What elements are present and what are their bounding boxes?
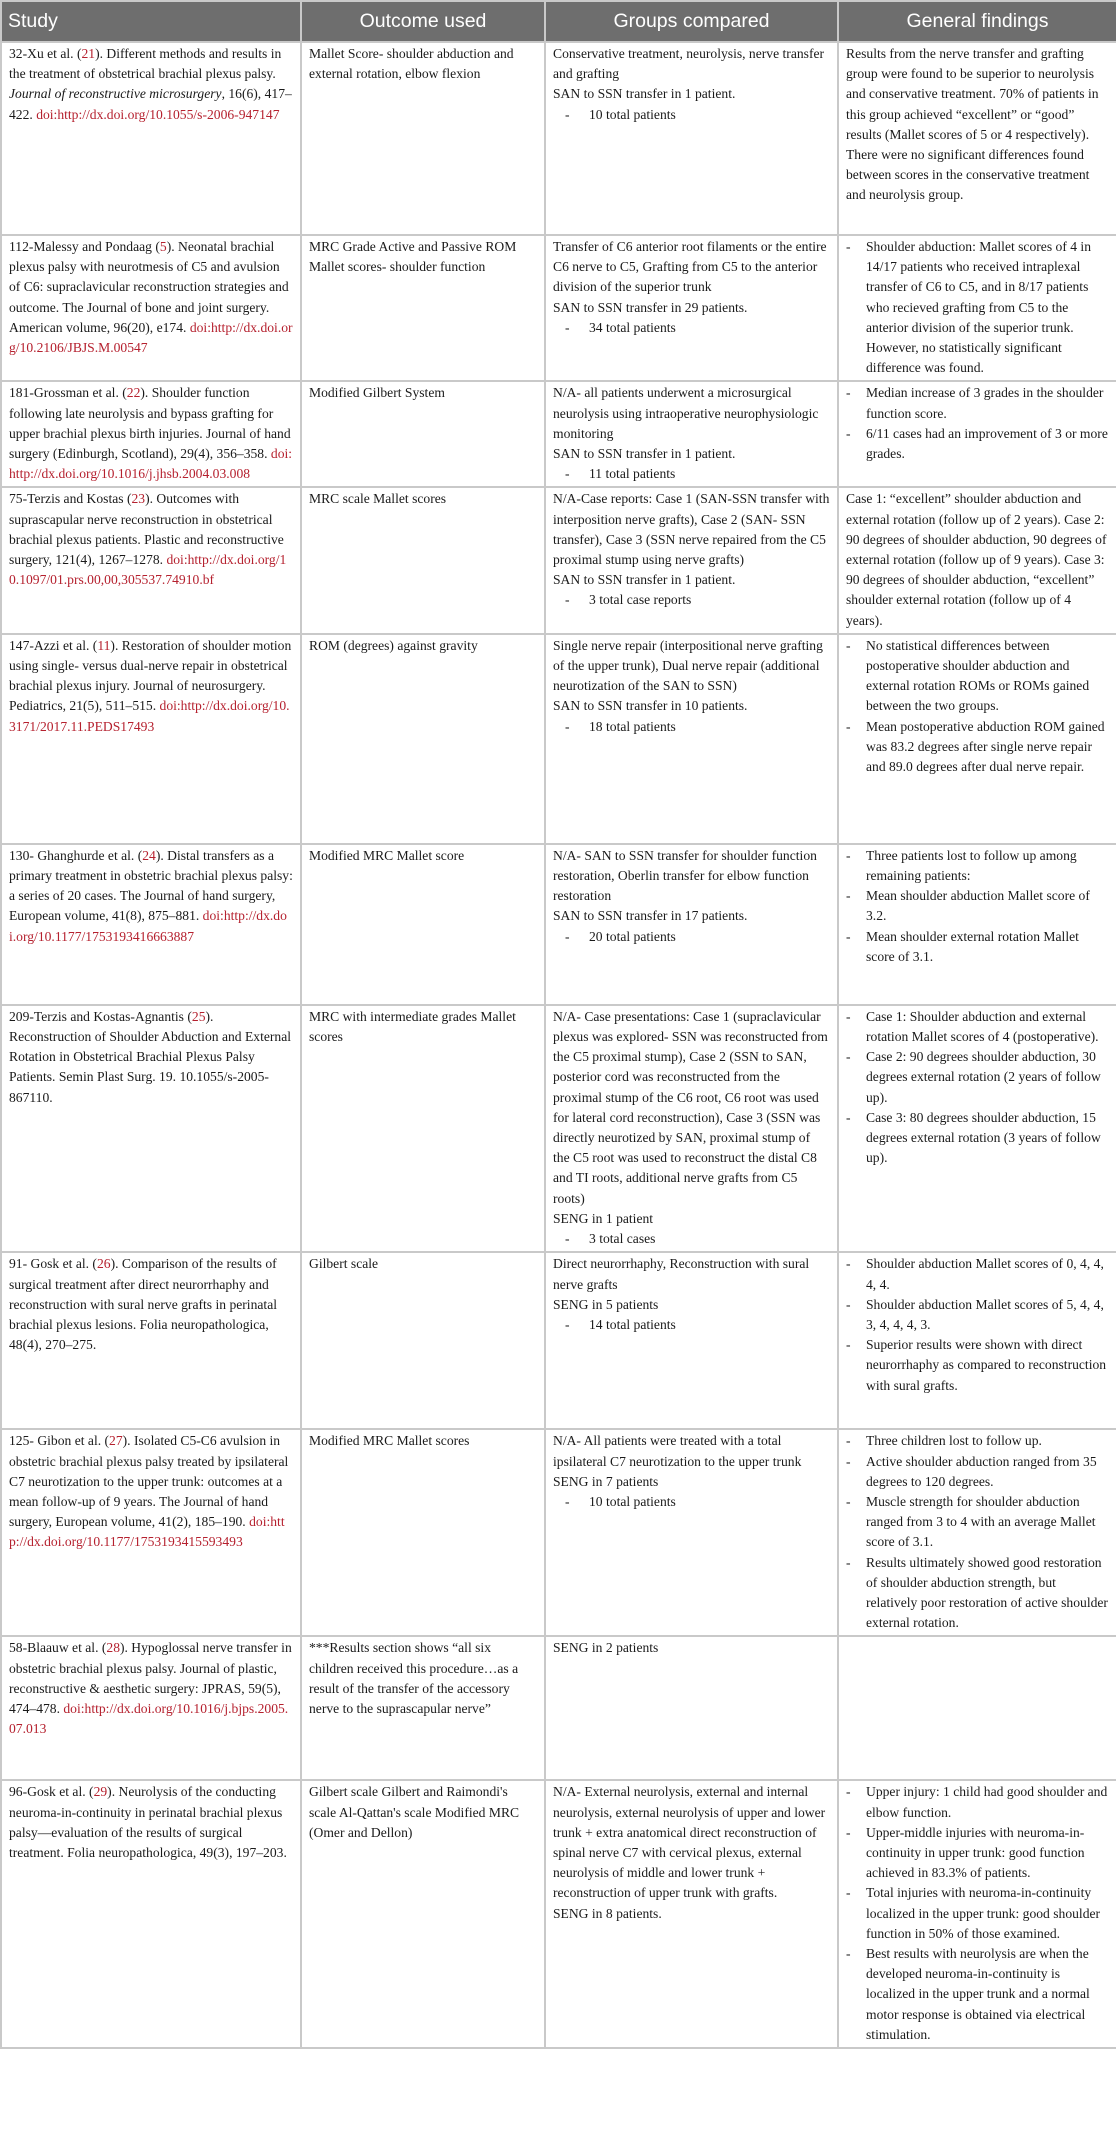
doi-link[interactable]: doi:http://dx.doi.org/10.2106/JBJS.M.00547 <box>9 319 293 356</box>
header-row <box>1 1 1116 42</box>
study-citation-start: 125- Gibon et al. ( <box>9 1433 110 1449</box>
findings-cell <box>838 42 1116 235</box>
groups-description: N/A- all patients underwent a microsurgical neurolysis using intraoperative neurophysiologic monitoring <box>553 385 819 441</box>
finding-bullet: - Shoulder abduction Mallet scores of 0, 4, 4, 4, 4. <box>846 1254 1109 1294</box>
groups-description: N/A- All patients were treated with a total ipsilateral C7 neurotization to the upper trunk <box>553 1433 802 1469</box>
study-citation-start: 32-Xu et al. ( <box>9 46 82 61</box>
findings-cell <box>838 1429 1116 1636</box>
doi-link[interactable]: doi:http://dx.doi.org/10.3171/2017.11.PEDS17493 <box>9 698 290 734</box>
groups-description: Single nerve repair (interpositional nerve grafting of the upper trunk), Dual nerve repair (additional neurotization of the SAN to SSN) <box>553 637 823 694</box>
reference-link[interactable]: 21 <box>81 46 96 61</box>
groups-cell <box>545 844 838 1005</box>
table-row <box>1 634 1116 844</box>
groups-description: N/A- External neurolysis, external and internal neurolysis, external neurolysis of upper and lower trunk + extra anatomical direct reconstruction of spinal nerve C7 with cervical plexus, external neurolysis of middle and lower trunk + reconstruction of upper trunk with grafts. <box>553 1784 826 1901</box>
reference-link[interactable]: 23 <box>131 491 146 507</box>
study-citation-start: 147-Azzi et al. ( <box>9 637 98 653</box>
groups-cell <box>545 42 838 235</box>
study-citation-start: 112-Malessy and Pondaag ( <box>9 239 160 254</box>
header-findings: General findings <box>838 1 1116 42</box>
outcome-cell: ROM (degrees) against gravity <box>301 634 545 844</box>
groups-description: Direct neurorrhaphy, Reconstruction with sural nerve grafts <box>553 1256 810 1292</box>
findings-cell <box>838 1636 1116 1780</box>
groups-description: SENG in 2 patients <box>553 1640 659 1656</box>
doi-link[interactable]: doi:http://dx.doi.org/10.1097/01.prs.00,00,305537.74910.bf <box>9 552 287 588</box>
study-citation-start: 96-Gosk et al. ( <box>9 1784 94 1800</box>
total-patients: - 18 total patients <box>553 717 830 737</box>
finding-bullet: - Upper-middle injuries with neuroma-in-continuity in upper trunk: good function achieved in 83.3% of patients. <box>846 1823 1109 1884</box>
study-citation-text: ). Reconstruction of Shoulder Abduction and External Rotation in Obstetrical Brachial Plexus Palsy Patients. Semin Plast Surg. 19. 10.1055/s-2005-867110. <box>9 1008 292 1105</box>
finding-bullet: - Mean shoulder external rotation Mallet score of 3.1. <box>846 927 1109 967</box>
study-cell <box>1 1429 301 1636</box>
study-cell <box>1 1005 301 1252</box>
study-citation-start: 181-Grossman et al. ( <box>9 385 127 401</box>
groups-cell <box>545 1780 838 2048</box>
finding-bullet: - Median increase of 3 grades in the shoulder function score. <box>846 383 1109 423</box>
study-citation-details: , 16(6), 417–422. <box>9 86 292 122</box>
groups-cell <box>545 634 838 844</box>
outcome-cell: MRC scale Mallet scores <box>301 487 545 633</box>
finding-bullet: - Superior results were shown with direct neurorrhaphy as compared to reconstruction with sural grafts. <box>846 1335 1109 1396</box>
transfer-count: SAN to SSN transfer in 1 patient. <box>553 86 736 102</box>
table-header <box>1 1 1116 42</box>
total-patients: - 10 total patients <box>553 1492 830 1512</box>
reference-link[interactable]: 26 <box>96 1256 111 1272</box>
findings-cell <box>838 634 1116 844</box>
groups-cell <box>545 381 838 487</box>
finding-bullet: - Active shoulder abduction ranged from 35 degrees to 120 degrees. <box>846 1452 1109 1492</box>
finding-paragraph: Results from the nerve transfer and grafting group were found to be superior to neurolysis and conservative treatment. 70% of patients in this group achieved “excellent” or “good” results (Mallet scores of 5 or 4 respectively). <box>846 46 1099 142</box>
groups-cell <box>545 1005 838 1252</box>
findings-cell <box>838 487 1116 633</box>
groups-description: N/A- Case presentations: Case 1 (supraclavicular plexus was explored- SSN was reconstructed from the C5 proximal stump), Case 2 (SSN to SAN, posterior cord was reconstructed from the proximal stump of the C6 root, C6 root was used for lateral cord reconstruction), Case 3 (SSN was directly neurotized by SAN, proximal stump of the C5 root was used to reconstruct the distal C8 and TI roots, additional nerve grafts from C5 roots) <box>553 1008 828 1206</box>
outcome-cell: MRC with intermediate grades Mallet scores <box>301 1005 545 1252</box>
transfer-count: SAN to SSN transfer in 29 patients. <box>553 299 748 315</box>
transfer-count: SENG in 8 patients. <box>553 1905 662 1921</box>
study-cell <box>1 487 301 633</box>
finding-bullet: - Muscle strength for shoulder abduction ranged from 3 to 4 with an average Mallet score of 3.1. <box>846 1492 1109 1553</box>
outcome-cell: MRC Grade Active and Passive ROM Mallet scores- shoulder function <box>301 235 545 381</box>
transfer-count: SENG in 7 patients <box>553 1473 659 1489</box>
reference-link[interactable]: 28 <box>106 1640 120 1656</box>
table-row <box>1 1252 1116 1429</box>
groups-cell <box>545 1252 838 1429</box>
study-cell <box>1 42 301 235</box>
findings-cell <box>838 235 1116 381</box>
finding-bullet: - 6/11 cases had an improvement of 3 or more grades. <box>846 424 1109 464</box>
study-cell <box>1 634 301 844</box>
table-body <box>1 42 1116 2048</box>
groups-cell <box>545 1636 838 1780</box>
finding-paragraph: Case 1: “excellent” shoulder abduction and external rotation (follow up of 2 years). Case 2: 90 degrees of shoulder abduction, 90 degrees of external rotation (follow up of 9 years). Case 3: 90 degrees of shoulder abduction, “excellent” shoulder external rotation (follow up of 4 years). <box>846 491 1107 628</box>
table-row <box>1 1780 1116 2048</box>
doi-link[interactable]: doi:http://dx.doi.org/10.1016/j.bjps.2005.07.013 <box>9 1700 289 1737</box>
groups-cell <box>545 235 838 381</box>
findings-cell <box>838 1780 1116 2048</box>
header-outcome: Outcome used <box>301 1 545 42</box>
reference-link[interactable]: 27 <box>109 1433 123 1449</box>
groups-cell <box>545 1429 838 1636</box>
study-citation-text: ). Hypoglossal nerve transfer in obstetric brachial plexus palsy. Journal of plastic, reconstructive & aesthetic surgery: JPRAS, 59(5), 474–478. <box>9 1640 292 1716</box>
journal-name: Journal of reconstructive microsurgery <box>9 86 222 102</box>
finding-bullet: - Shoulder abduction Mallet scores of 5, 4, 4, 3, 4, 4, 4, 3. <box>846 1295 1109 1335</box>
doi-link[interactable]: doi:http://dx.doi.org/10.1177/1753193416663887 <box>9 908 287 944</box>
doi-link[interactable]: doi:http://dx.doi.org/10.1016/j.jhsb.2004.03.008 <box>9 446 293 482</box>
outcome-cell: Gilbert scale Gilbert and Raimondi's scale Al-Qattan's scale Modified MRC (Omer and Dellon) <box>301 1780 545 2048</box>
finding-bullet: - Three children lost to follow up. <box>846 1431 1109 1451</box>
table-row <box>1 1429 1116 1636</box>
doi-link[interactable]: doi:http://dx.doi.org/10.1177/1753193415593493 <box>9 1514 285 1550</box>
reference-link[interactable]: 5 <box>159 239 167 254</box>
study-cell <box>1 235 301 381</box>
finding-bullet: - Case 2: 90 degrees shoulder abduction, 30 degrees external rotation (2 years of follow up). <box>846 1047 1109 1108</box>
doi-link[interactable]: doi:http://dx.doi.org/10.1055/s-2006-947147 <box>36 106 280 122</box>
reference-link[interactable]: 25 <box>191 1008 206 1024</box>
reference-link[interactable]: 11 <box>97 637 111 653</box>
header-study: Study <box>1 1 301 42</box>
study-citation-text: ). Comparison of the results of surgical treatment after direct neurorrhaphy and reconstruction with sural nerve grafts in perinatal brachial plexus lesions. Folia neuropathologica, 48(4), 270–275. <box>9 1256 278 1353</box>
study-citation-text: ). Neonatal brachial plexus palsy with neurotmesis of C5 and avulsion of C6: supraclavicular reconstruction strategies and outcome. The Journal of bone and joint surgery. American volume, 96(20), e174. <box>9 239 289 335</box>
finding-bullet: - Results ultimately showed good restoration of shoulder abduction strength, but relatively poor restoration of active shoulder external rotation. <box>846 1553 1109 1634</box>
outcome-cell: Mallet Score- shoulder abduction and external rotation, elbow flexion <box>301 42 545 235</box>
groups-description: N/A-Case reports: Case 1 (SAN-SSN transfer with interposition nerve grafts), Case 2 (SAN- SSN transfer), Case 3 (SSN nerve repaired from the C5 proximal stump using nerve grafts) <box>553 491 830 568</box>
reference-link[interactable]: 22 <box>126 385 141 401</box>
table-row <box>1 1636 1116 1780</box>
study-citation-start: 209-Terzis and Kostas-Agnantis ( <box>9 1008 192 1024</box>
finding-bullet: - Case 1: Shoulder abduction and external rotation Mallet scores of 4 (postoperative). <box>846 1007 1109 1047</box>
groups-description: N/A- SAN to SSN transfer for shoulder function restoration, Oberlin transfer for elbow function restoration <box>553 847 817 904</box>
reference-link[interactable]: 24 <box>142 847 156 863</box>
groups-description: Conservative treatment, neurolysis, nerve transfer and grafting <box>553 46 825 82</box>
study-citation-start: 130- Ghanghurde et al. ( <box>9 847 143 863</box>
table-row <box>1 1005 1116 1252</box>
findings-cell <box>838 844 1116 1005</box>
study-citation-start: 75-Terzis and Kostas ( <box>9 491 132 507</box>
total-patients: - 14 total patients <box>553 1315 830 1335</box>
study-citation-text: ). Neurolysis of the conducting neuroma-in-continuity in perinatal brachial plexus palsy—evaluation of the results of surgical treatment. Folia neuropathologica, 49(3), 197–203. <box>9 1784 287 1860</box>
study-citation-text: ). Restoration of shoulder motion using single- versus dual-nerve repair in obstetrical brachial plexus injury. Journal of neurosurgery. Pediatrics, 21(5), 511–515. <box>9 637 292 714</box>
outcome-cell: Modified MRC Mallet score <box>301 844 545 1005</box>
study-cell <box>1 1252 301 1429</box>
total-patients: - 3 total cases <box>553 1229 830 1249</box>
groups-description: Transfer of C6 anterior root filaments or the entire C6 nerve to C5, Grafting from C5 to the anterior division of the superior trunk <box>553 239 827 295</box>
findings-cell <box>838 381 1116 487</box>
reference-link[interactable]: 29 <box>93 1784 108 1800</box>
finding-paragraph: There were no significant differences found between scores in the conservative treatment and neurolysis group. <box>846 147 1090 203</box>
study-citation-text: ). Shoulder function following late neurolysis and bypass grafting for upper brachial plexus birth injuries. Journal of hand surgery (Edinburgh, Scotland), 29(4), 356–358. <box>9 385 291 462</box>
study-cell <box>1 381 301 487</box>
total-patients: - 20 total patients <box>553 927 830 947</box>
finding-bullet: - Shoulder abduction: Mallet scores of 4 in 14/17 patients who received intraplexal transfer of C6 to C5, and in 8/17 patients who recieved grafting from C5 to the anterior division of the superior trunk. However, no statistically significant difference was found. <box>846 237 1109 378</box>
table-row <box>1 235 1116 381</box>
table-row <box>1 487 1116 633</box>
transfer-count: SAN to SSN transfer in 1 patient. <box>553 572 736 588</box>
study-citation-text: ). Outcomes with suprascapular nerve reconstruction in obstetrical brachial plexus patients. Plastic and reconstructive surgery, 121(4), 1267–1278. <box>9 491 284 568</box>
study-cell <box>1 844 301 1005</box>
transfer-count: SAN to SSN transfer in 17 patients. <box>553 908 748 924</box>
finding-bullet: - Mean postoperative abduction ROM gained was 83.2 degrees after single nerve repair and 89.0 degrees after dual nerve repair. <box>846 717 1109 778</box>
total-patients: - 3 total case reports <box>553 590 830 610</box>
transfer-count: SAN to SSN transfer in 1 patient. <box>553 446 736 462</box>
transfer-count: SENG in 1 patient <box>553 1210 654 1226</box>
outcome-cell: Modified MRC Mallet scores <box>301 1429 545 1636</box>
total-patients: - 10 total patients <box>553 105 830 125</box>
study-citation-start: 91- Gosk et al. ( <box>9 1256 97 1272</box>
finding-bullet: - No statistical differences between postoperative shoulder abduction and external rotation ROMs or ROMs gained between the two groups. <box>846 636 1109 717</box>
total-patients: - 34 total patients <box>553 318 830 338</box>
outcome-cell: ***Results section shows “all six children received this procedure…as a result of the transfer of the accessory nerve to the suprascapular nerve” <box>301 1636 545 1780</box>
table-row <box>1 42 1116 235</box>
study-citation-text: ). Distal transfers as a primary treatment in obstetric brachial plexus palsy: a series of 20 cases. The Journal of hand surgery, European volume, 41(8), 875–881. <box>9 847 293 924</box>
findings-cell <box>838 1252 1116 1429</box>
study-cell <box>1 1780 301 2048</box>
transfer-count: SAN to SSN transfer in 10 patients. <box>553 698 748 714</box>
outcome-cell: Gilbert scale <box>301 1252 545 1429</box>
study-citation-start: 58-Blaauw et al. ( <box>9 1640 107 1656</box>
finding-bullet: - Best results with neurolysis are when the developed neuroma-in-continuity is localized in the upper trunk and a normal motor response is obtained via electrical stimulation. <box>846 1944 1109 2045</box>
header-groups: Groups compared <box>545 1 838 42</box>
transfer-count: SENG in 5 patients <box>553 1296 659 1312</box>
outcome-cell: Modified Gilbert System <box>301 381 545 487</box>
finding-bullet: - Upper injury: 1 child had good shoulder and elbow function. <box>846 1782 1109 1822</box>
finding-bullet: - Case 3: 80 degrees shoulder abduction, 15 degrees external rotation (3 years of follow up). <box>846 1108 1109 1169</box>
study-citation-text: ). Different methods and results in the treatment of obstetrical brachial plexus palsy. <box>9 46 282 82</box>
table-row <box>1 381 1116 487</box>
total-patients: - 11 total patients <box>553 464 830 484</box>
finding-bullet: - Three patients lost to follow up among remaining patients: <box>846 846 1109 886</box>
study-citation-text: ). Isolated C5-C6 avulsion in obstetric brachial plexus palsy treated by ipsilateral C7 neurotization to the upper trunk: outcomes at a mean follow-up of 9 years. The Journal of hand surgery, European volume, 41(2), 185–190. <box>9 1433 289 1530</box>
study-cell <box>1 1636 301 1780</box>
groups-cell <box>545 487 838 633</box>
table-row <box>1 844 1116 1005</box>
finding-bullet: - Total injuries with neuroma-in-continuity localized in the upper trunk: good shoulder function in 50% of those examined. <box>846 1883 1109 1944</box>
finding-bullet: - Mean shoulder abduction Mallet score of 3.2. <box>846 886 1109 926</box>
findings-cell <box>838 1005 1116 1252</box>
